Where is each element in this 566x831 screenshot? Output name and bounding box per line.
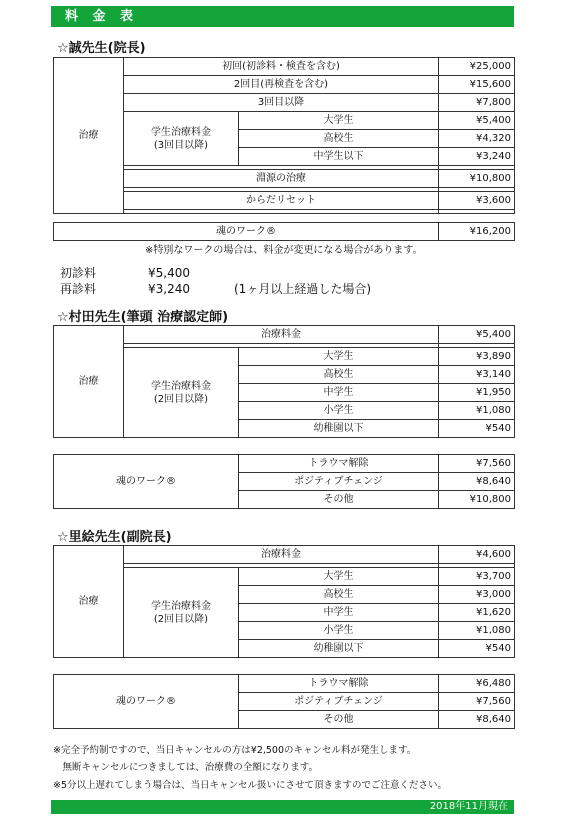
soul-work-price: ¥8,640 bbox=[439, 473, 515, 491]
student-price: ¥1,620 bbox=[439, 604, 515, 622]
row-first-visit: 初回(初診料・検査を含む) bbox=[124, 58, 439, 76]
student-price: ¥3,890 bbox=[439, 348, 515, 366]
student-row: 高校生 bbox=[239, 366, 439, 384]
price-treatment-fee: ¥5,400 bbox=[439, 326, 515, 344]
row-body-reset: からだリセット bbox=[124, 192, 439, 210]
price-treatment-fee: ¥4,600 bbox=[439, 546, 515, 564]
first-visit-fee-label: 初診料 bbox=[60, 266, 97, 280]
soul-work-price: ¥6,480 bbox=[439, 675, 515, 693]
soul-work-label: 魂のワーク® bbox=[54, 675, 239, 729]
price-soul-work: ¥16,200 bbox=[439, 223, 515, 241]
row-soul-work: 魂のワーク® bbox=[54, 223, 439, 241]
soul-work-price: ¥7,560 bbox=[439, 455, 515, 473]
footer-bar bbox=[51, 800, 514, 814]
first-visit-fee bbox=[60, 266, 234, 280]
student-fee-label: 学生治療料金 (3回目以降) bbox=[124, 112, 239, 166]
soul-work-row: ポジティブチェンジ bbox=[239, 693, 439, 711]
section-title-murata: ☆村田先生(筆頭 治療認定師) bbox=[57, 310, 229, 325]
row-treatment-fee: 治療料金 bbox=[124, 326, 439, 344]
student-fee-label: 学生治療料金 (2回目以降) bbox=[124, 348, 239, 438]
special-work-note: ※特別なワークの場合は、料金が変更になる場合があります。 bbox=[145, 245, 423, 256]
no-show-note: 無断キャンセルにつきましては、治療費の全額になります。 bbox=[53, 762, 319, 773]
student-row: 大学生 bbox=[239, 112, 439, 130]
student-row: 中学生 bbox=[239, 384, 439, 402]
soul-work-label: 魂のワーク® bbox=[54, 455, 239, 509]
student-fee-label: 学生治療料金 (2回目以降) bbox=[124, 568, 239, 658]
first-visit-fee-value: ¥5,400 bbox=[148, 266, 190, 280]
price-table-rie bbox=[53, 545, 515, 658]
price-body-reset: ¥3,600 bbox=[439, 192, 515, 210]
student-row: 中学生 bbox=[239, 604, 439, 622]
as-of-date: 2018年11月現在 bbox=[429, 801, 508, 812]
soul-work-row: ポジティブチェンジ bbox=[239, 473, 439, 491]
soul-work-table-director bbox=[53, 222, 515, 241]
soul-work-table-rie bbox=[53, 674, 515, 729]
treatment-label: 治療 bbox=[54, 546, 124, 658]
price-first-visit: ¥25,000 bbox=[439, 58, 515, 76]
soul-work-table-murata bbox=[53, 454, 515, 509]
revisit-fee-condition: (1ヶ月以上経過した場合) bbox=[234, 282, 371, 296]
soul-work-price: ¥7,560 bbox=[439, 693, 515, 711]
row-third-visit: 3回目以降 bbox=[124, 94, 439, 112]
row-treatment-fee: 治療料金 bbox=[124, 546, 439, 564]
revisit-fee bbox=[60, 282, 371, 296]
student-price: ¥3,140 bbox=[439, 366, 515, 384]
student-price: ¥3,700 bbox=[439, 568, 515, 586]
student-row: 幼稚園以下 bbox=[239, 640, 439, 658]
price-third-visit: ¥7,800 bbox=[439, 94, 515, 112]
student-price: ¥4,320 bbox=[439, 130, 515, 148]
soul-work-price: ¥8,640 bbox=[439, 711, 515, 729]
student-row: 大学生 bbox=[239, 348, 439, 366]
student-price: ¥3,000 bbox=[439, 586, 515, 604]
price-table-murata bbox=[53, 325, 515, 438]
revisit-fee-label: 再診料 bbox=[60, 282, 97, 296]
student-price: ¥1,080 bbox=[439, 622, 515, 640]
student-row: 大学生 bbox=[239, 568, 439, 586]
cancellation-note: ※完全予約制ですので、当日キャンセルの方は¥2,500のキャンセル料が発生します。 bbox=[53, 745, 417, 756]
student-price: ¥540 bbox=[439, 420, 515, 438]
price-table-director bbox=[53, 57, 515, 214]
student-row: 高校生 bbox=[239, 586, 439, 604]
student-row: 幼稚園以下 bbox=[239, 420, 439, 438]
soul-work-row: トラウマ解除 bbox=[239, 455, 439, 473]
student-price: ¥1,950 bbox=[439, 384, 515, 402]
student-price: ¥3,240 bbox=[439, 148, 515, 166]
page-title: 料 金 表 bbox=[65, 9, 139, 24]
section-title-director: ☆誠先生(院長) bbox=[57, 41, 146, 56]
soul-work-price: ¥10,800 bbox=[439, 491, 515, 509]
treatment-label: 治療 bbox=[54, 58, 124, 214]
student-row: 中学生以下 bbox=[239, 148, 439, 166]
student-price: ¥5,400 bbox=[439, 112, 515, 130]
price-second-visit: ¥15,600 bbox=[439, 76, 515, 94]
student-price: ¥1,080 bbox=[439, 402, 515, 420]
row-source-treatment: 淵源の治療 bbox=[124, 170, 439, 188]
header-bar bbox=[51, 6, 514, 27]
soul-work-row: その他 bbox=[239, 491, 439, 509]
row-second-visit: 2回目(再検査を含む) bbox=[124, 76, 439, 94]
price-source-treatment: ¥10,800 bbox=[439, 170, 515, 188]
section-title-rie: ☆里絵先生(副院長) bbox=[57, 530, 172, 545]
student-price: ¥540 bbox=[439, 640, 515, 658]
revisit-fee-value: ¥3,240 bbox=[148, 282, 190, 296]
late-arrival-note: ※5分以上遅れてしまう場合は、当日キャンセル扱いにさせて頂きますのでご注意ください。 bbox=[53, 780, 448, 791]
soul-work-row: トラウマ解除 bbox=[239, 675, 439, 693]
soul-work-row: その他 bbox=[239, 711, 439, 729]
student-row: 高校生 bbox=[239, 130, 439, 148]
student-row: 小学生 bbox=[239, 402, 439, 420]
treatment-label: 治療 bbox=[54, 326, 124, 438]
student-row: 小学生 bbox=[239, 622, 439, 640]
